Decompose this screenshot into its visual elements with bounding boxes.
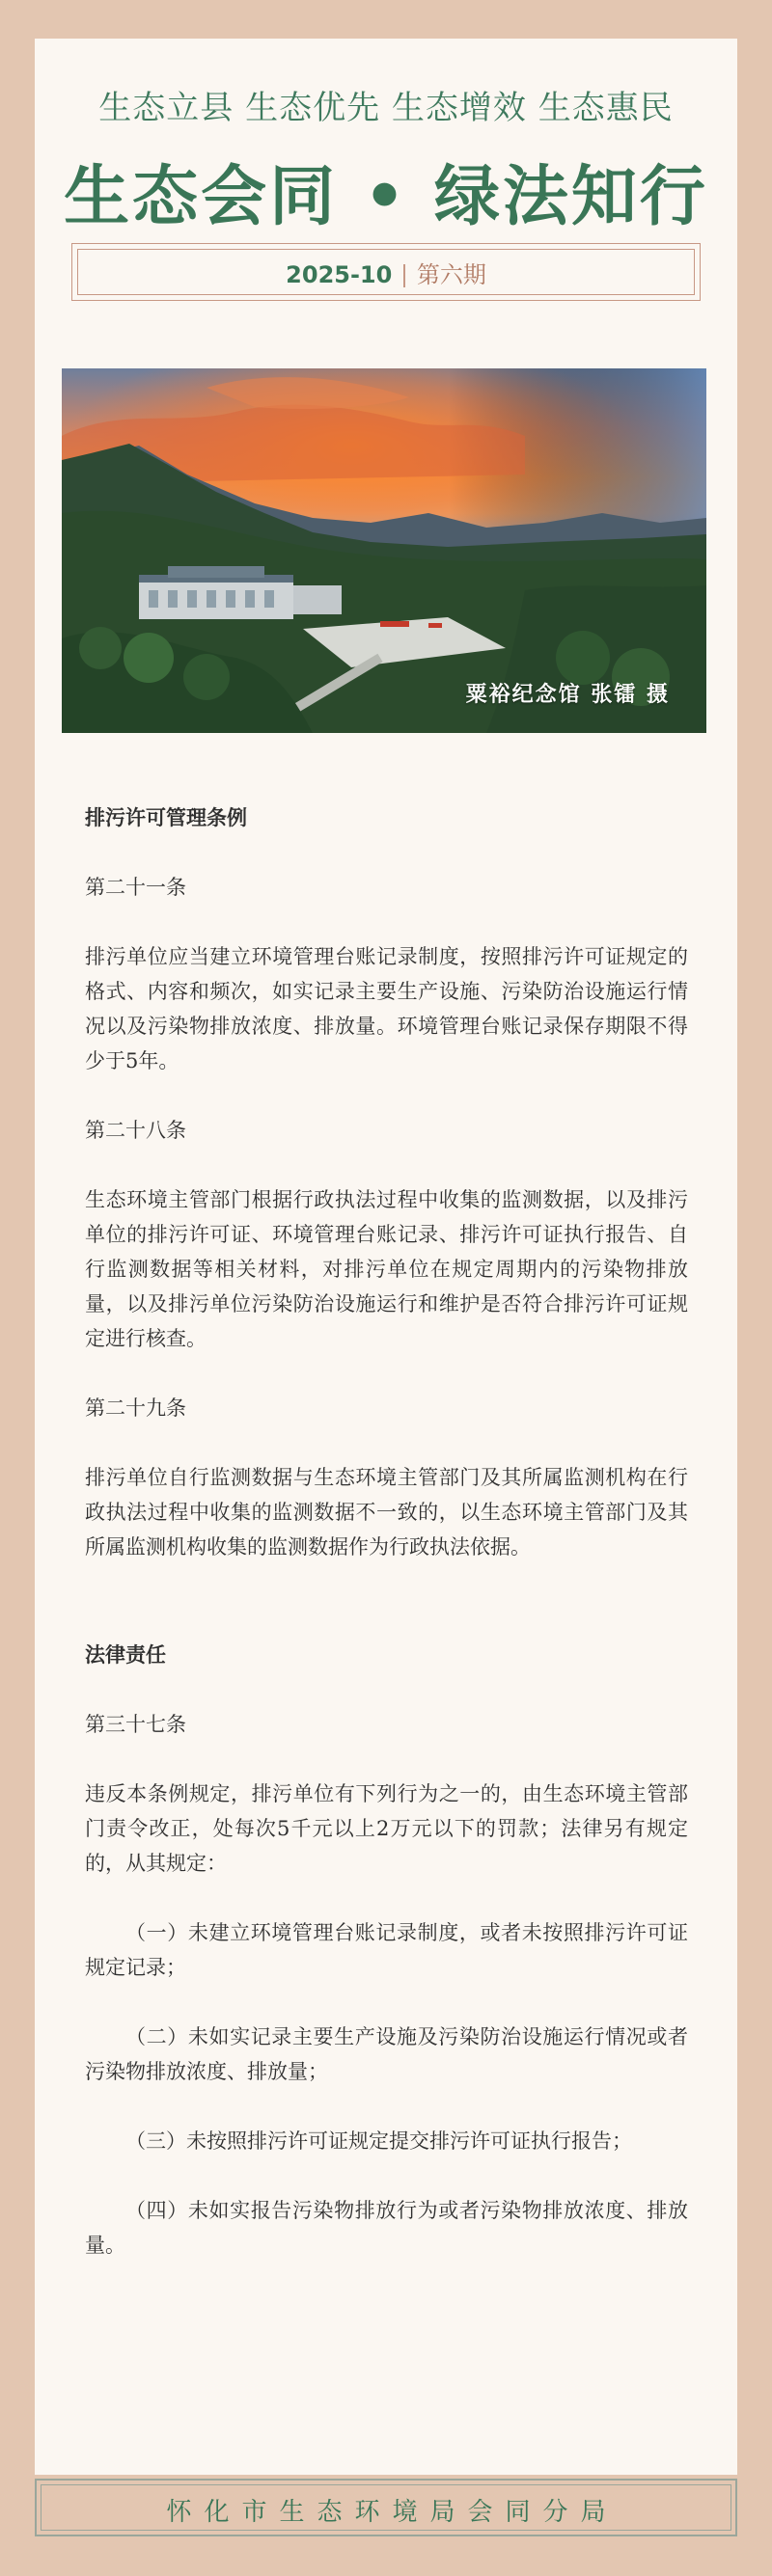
article-28-text: 生态环境主管部门根据行政执法过程中收集的监测数据，以及排污单位的排污许可证、环境管理台账记录、排污许可证执行报告、自行监测数据等相关材料，对排污单位在规定周期内的污染物排放量，以及排污单位污染防治设施运行和维护是否符合排污许可证规定进行核查。 [85, 1188, 688, 1350]
issue-info [72, 256, 700, 289]
article-body [85, 800, 688, 2263]
list-item: （四）未如实报告污染物排放行为或者污染物排放浓度、排放量。 [85, 2199, 688, 2257]
article-37-title: 第三十七条 [85, 1713, 186, 1736]
list-item: （三）未按照排污许可证规定提交排污许可证执行报告； [125, 2129, 632, 2153]
page-title: 生态会同 • 绿法知行 [64, 159, 708, 235]
section-title-liability: 法律责任 [85, 1643, 166, 1667]
list-item: （一）未建立环境管理台账记录制度，或者未按照排污许可证规定记录； [85, 1921, 688, 1979]
footer-banner [35, 2479, 737, 2536]
landscape-photo [62, 368, 706, 733]
article-21-text: 排污单位应当建立环境管理台账记录制度，按照排污许可证规定的格式、内容和频次，如实记录主要生产设施、污染防治设施运行情况以及污染物排放浓度、排放量。环境管理台账记录保存期限不得少于5年。 [85, 945, 688, 1072]
article-29-title: 第二十九条 [85, 1396, 186, 1420]
article-29-text: 排污单位自行监测数据与生态环境主管部门及其所属监测机构在行政执法过程中收集的监测数据不一致的，以生态环境主管部门及其所属监测机构收集的监测数据作为行政执法依据。 [85, 1466, 688, 1559]
article-37-text: 违反本条例规定，排污单位有下列行为之一的，由生态环境主管部门责令改正，处每次5千元以上2万元以下的罚款；法律另有规定的，从其规定： [85, 1782, 688, 1875]
issue-date: 2025-10 [286, 261, 393, 288]
section-title-regulation: 排污许可管理条例 [85, 806, 247, 829]
issue-divider [403, 264, 405, 287]
article-28-title: 第二十八条 [85, 1119, 186, 1142]
list-item: （二）未如实记录主要生产设施及污染防治设施运行情况或者污染物排放浓度、排放量； [85, 2025, 688, 2083]
issue-bar [71, 243, 701, 301]
article-21-title: 第二十一条 [85, 876, 186, 899]
issue-number: 第六期 [416, 261, 486, 288]
photo-caption: 粟裕纪念馆 张镭 摄 [465, 683, 670, 707]
slogan: 生态立县 生态优先 生态增效 生态惠民 [98, 89, 674, 127]
footer-organization: 怀化市生态环境局会同分局 [166, 2498, 619, 2527]
